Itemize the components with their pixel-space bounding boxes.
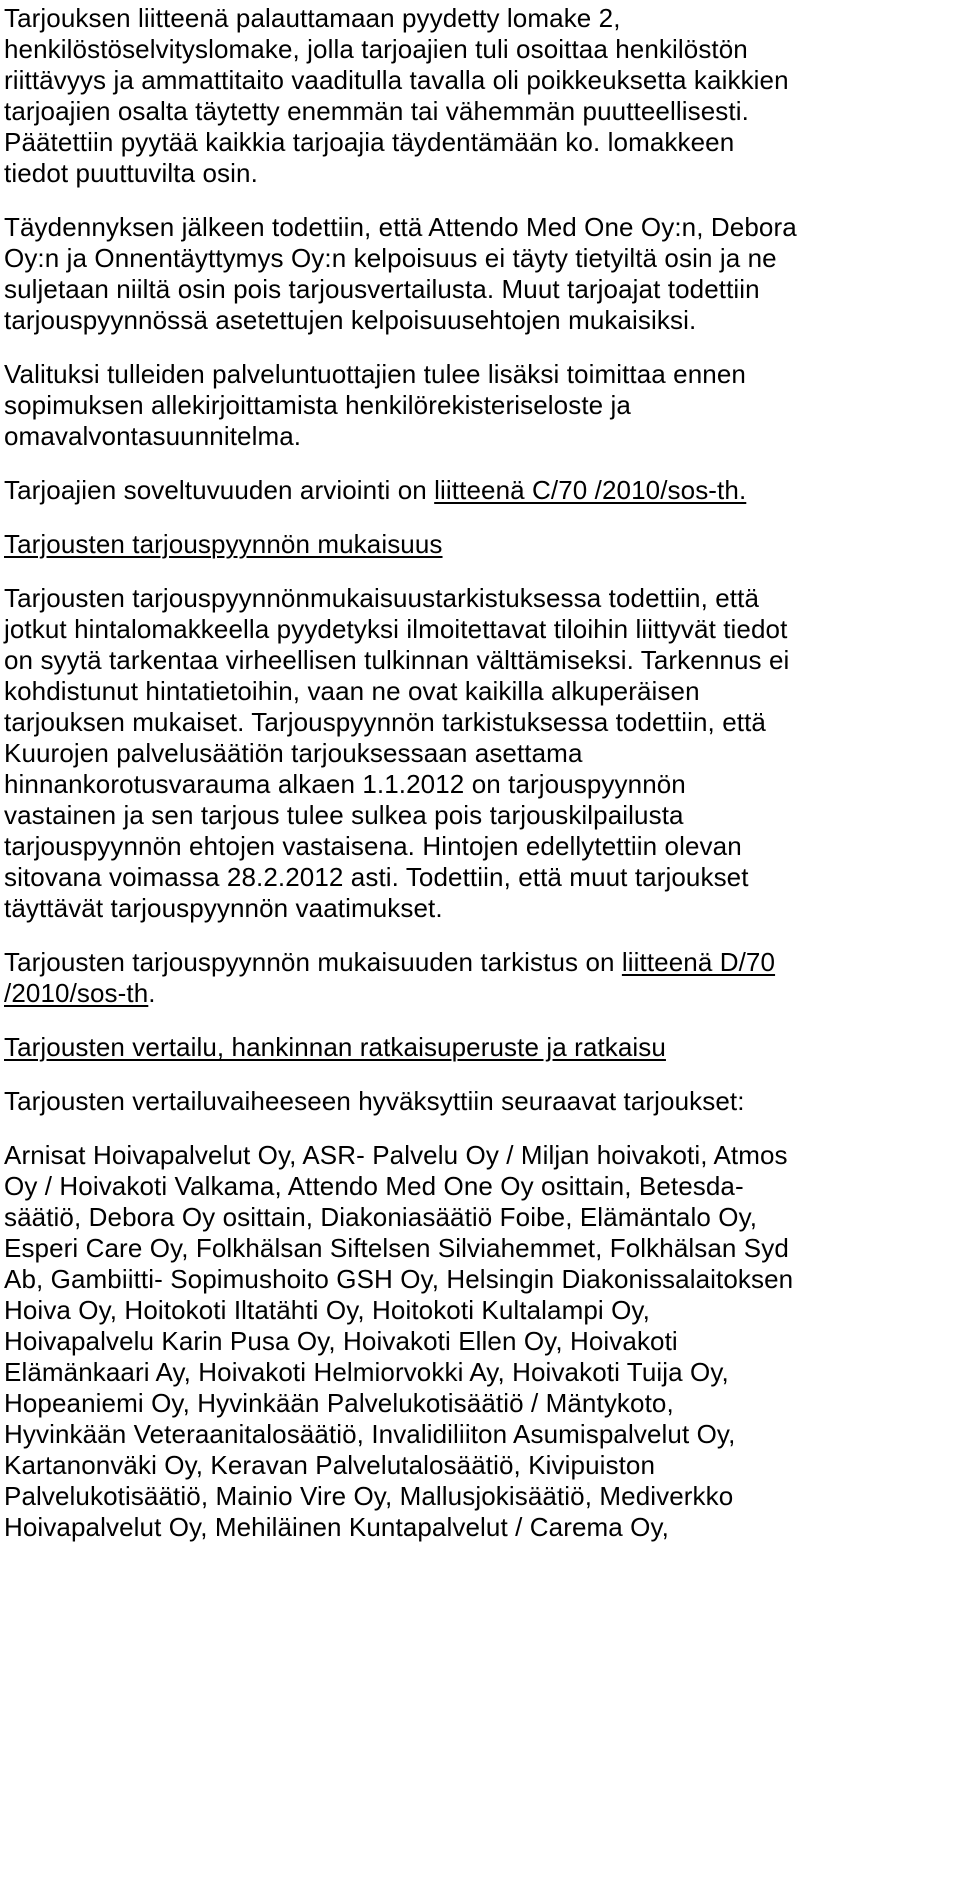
conformity-paragraph-line: Kuurojen palvelusäätiön tarjouksessaan asettama <box>4 738 583 768</box>
paragraph-3-line: Valituksi tulleiden palveluntuottajien tulee lisäksi toimittaa ennen <box>4 359 746 389</box>
attachment-d-prefix: Tarjousten tarjouspyynnön mukaisuuden tarkistus on <box>4 947 622 977</box>
attachment-c-prefix: Tarjoajien soveltuvuuden arviointi on <box>4 475 435 505</box>
offers-list-line: Kartanonväki Oy, Keravan Palvelutalosäätiö, Kivipuiston <box>4 1450 656 1480</box>
offers-list-line: Arnisat Hoivapalvelut Oy, ASR- Palvelu Oy / Miljan hoivakoti, Atmos <box>4 1140 788 1170</box>
paragraph-1-line: henkilöstöselvityslomake, jolla tarjoajien tuli osoittaa henkilöstön <box>4 34 748 64</box>
conformity-paragraph-line: Tarjousten tarjouspyynnönmukaisuustarkistuksessa todettiin, että <box>4 583 760 613</box>
offers-list-line: Hoivapalvelu Karin Pusa Oy, Hoivakoti Ellen Oy, Hoivakoti <box>4 1326 678 1356</box>
conformity-paragraph-line: täyttävät tarjouspyynnön vaatimukset. <box>4 893 443 923</box>
offers-list-line: Hopeaniemi Oy, Hyvinkään Palvelukotisäätiö / Mäntykoto, <box>4 1388 674 1418</box>
paragraph-2-line: suljetaan niiltä osin pois tarjousvertailusta. Muut tarjoajat todettiin <box>4 274 760 304</box>
paragraph-2-line: Täydennyksen jälkeen todettiin, että Attendo Med One Oy:n, Debora <box>4 212 797 242</box>
paragraph-1-line: tarjoajien osalta täytetty enemmän tai vähemmän puutteellisesti. <box>4 96 749 126</box>
accepted-offers-intro: Tarjousten vertailuvaiheeseen hyväksyttiin seuraavat tarjoukset: <box>4 1086 745 1116</box>
attachment-d-reference <box>4 946 775 978</box>
conformity-paragraph-line: tarjouspyynnön ehtojen vastaisena. Hintojen edellytettiin olevan <box>4 831 742 861</box>
section-heading-conformity: Tarjousten tarjouspyynnön mukaisuus <box>4 529 443 559</box>
conformity-paragraph-line: on syytä tarkentaa virheellisen tulkinnan välttämiseksi. Tarkennus ei <box>4 645 790 675</box>
paragraph-2-line: tarjouspyynnössä asetettujen kelpoisuusehtojen mukaisiksi. <box>4 305 697 335</box>
paragraph-1-line: riittävyys ja ammattitaito vaaditulla tavalla oli poikkeuksetta kaikkien <box>4 65 789 95</box>
conformity-paragraph-line: tarjouksen mukaiset. Tarjouspyynnön tarkistuksessa todettiin, että <box>4 707 766 737</box>
paragraph-1-line: Tarjouksen liitteenä palauttamaan pyydetty lomake 2, <box>4 3 621 33</box>
attachment-c-link[interactable]: liitteenä C/70 /2010/sos-th. <box>434 475 747 505</box>
offers-list-line: säätiö, Debora Oy osittain, Diakoniasäätiö Foibe, Elämäntalo Oy, <box>4 1202 758 1232</box>
offers-list-line: Hyvinkään Veteraanitalosäätiö, Invalidiliiton Asumispalvelut Oy, <box>4 1419 736 1449</box>
paragraph-2-line: Oy:n ja Onnentäyttymys Oy:n kelpoisuus ei täyty tietyiltä osin ja ne <box>4 243 777 273</box>
offers-list-line: Hoivapalvelut Oy, Mehiläinen Kuntapalvelut / Carema Oy, <box>4 1512 669 1542</box>
offers-list-line: Esperi Care Oy, Folkhälsan Siftelsen Silviahemmet, Folkhälsan Syd <box>4 1233 789 1263</box>
paragraph-3-line: omavalvontasuunnitelma. <box>4 421 302 451</box>
attachment-c-reference <box>4 474 746 506</box>
conformity-paragraph-line: jotkut hintalomakkeella pyydetyksi ilmoitettavat tiloihin liittyvät tiedot <box>4 614 788 644</box>
paragraph-3-line: sopimuksen allekirjoittamista henkilörekisteriseloste ja <box>4 390 631 420</box>
conformity-paragraph-line: hinnankorotusvarauma alkaen 1.1.2012 on tarjouspyynnön <box>4 769 686 799</box>
conformity-paragraph-line: sitovana voimassa 28.2.2012 asti. Todettiin, että muut tarjoukset <box>4 862 749 892</box>
conformity-paragraph-line: kohdistunut hintatietoihin, vaan ne ovat kaikilla alkuperäisen <box>4 676 700 706</box>
paragraph-1-line: Päätettiin pyytää kaikkia tarjoajia täydentämään ko. lomakkeen <box>4 127 735 157</box>
attachment-d-link-cont[interactable]: /2010/sos-th <box>4 978 149 1008</box>
offers-list-line: Oy / Hoivakoti Valkama, Attendo Med One Oy osittain, Betesda- <box>4 1171 744 1201</box>
offers-list-line: Hoiva Oy, Hoitokoti Iltatähti Oy, Hoitokoti Kultalampi Oy, <box>4 1295 650 1325</box>
offers-list-line: Ab, Gambiitti- Sopimushoito GSH Oy, Helsingin Diakonissalaitoksen <box>4 1264 794 1294</box>
section-heading-comparison: Tarjousten vertailu, hankinnan ratkaisuperuste ja ratkaisu <box>4 1032 666 1062</box>
offers-list-line: Palvelukotisäätiö, Mainio Vire Oy, Mallusjokisäätiö, Mediverkko <box>4 1481 734 1511</box>
paragraph-1-line: tiedot puuttuvilta osin. <box>4 158 258 188</box>
attachment-d-reference-cont <box>4 977 156 1009</box>
offers-list-line: Elämänkaari Ay, Hoivakoti Helmiorvokki Ay, Hoivakoti Tuija Oy, <box>4 1357 729 1387</box>
attachment-d-link[interactable]: liitteenä D/70 <box>621 947 776 977</box>
conformity-paragraph-line: vastainen ja sen tarjous tulee sulkea pois tarjouskilpailusta <box>4 800 684 830</box>
attachment-d-suffix: . <box>148 978 156 1008</box>
